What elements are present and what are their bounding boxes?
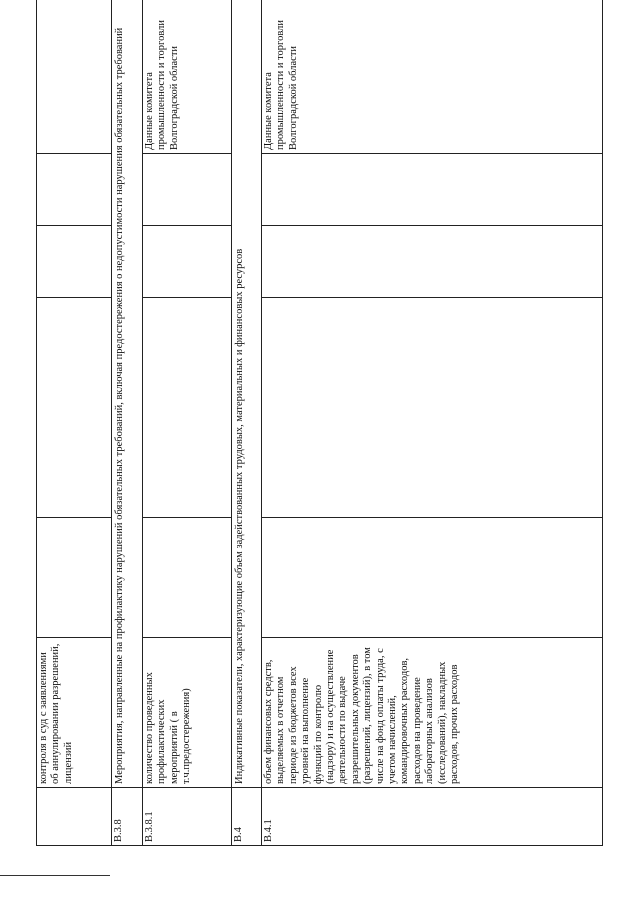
empty-cell xyxy=(143,518,232,638)
table-row xyxy=(232,0,262,846)
table-row xyxy=(262,0,603,846)
empty-cell xyxy=(143,298,232,518)
section-title: Индикативные показатели, характеризующие объем задействованных трудовых, материальных и финансовых ресурсов xyxy=(232,0,262,788)
empty-cell xyxy=(143,226,232,298)
source-cell: Данные комитета промышленности и торговли Волгоградской области xyxy=(262,0,603,154)
empty-cell xyxy=(262,154,603,226)
footnote-rule xyxy=(0,875,110,876)
rotated-table-container xyxy=(36,0,603,846)
document-page xyxy=(36,0,603,846)
row-code: В.3.8.1 xyxy=(143,788,232,846)
empty-cell xyxy=(37,154,112,226)
empty-cell xyxy=(37,518,112,638)
empty-cell xyxy=(143,154,232,226)
table-row xyxy=(112,0,143,846)
table-row xyxy=(143,0,232,846)
empty-cell xyxy=(262,226,603,298)
section-code: В.3.8 xyxy=(112,788,143,846)
row-code: В.4.1 xyxy=(262,788,603,846)
indicator-cell: контроля в суд с заявлениями об аннулировании разрешений, лицензий xyxy=(37,638,112,788)
empty-cell xyxy=(37,298,112,518)
empty-cell xyxy=(262,298,603,518)
indicator-cell: объем финансовых средств, выделяемых в отчетном периоде из бюджетов всех уровней на выполнение функций по контролю (надзору) и на осуществление деятельности по выдаче разрешительных документов (разрешений, лицензий), в том числе на фонд оплаты труда, с учетом начислений, командировочных расходов, расходов на проведение лабораторных анализов (исследований), накладных расходов, прочих расходов xyxy=(262,638,603,788)
table-row xyxy=(37,0,112,846)
source-cell xyxy=(37,0,112,154)
empty-cell xyxy=(262,518,603,638)
source-cell: Данные комитета промышленности и торговли Волгоградской области xyxy=(143,0,232,154)
empty-cell xyxy=(37,226,112,298)
indicator-cell: количество проведенных профилактических мероприятий ( в т.ч.предостережения) xyxy=(143,638,232,788)
section-code: В.4 xyxy=(232,788,262,846)
section-title: Мероприятия, направленные на профилактику нарушений обязательных требований, включая предостережения о недопустимости нарушения обязательных требований xyxy=(112,0,143,788)
indicators-table xyxy=(36,0,603,846)
row-code xyxy=(37,788,112,846)
